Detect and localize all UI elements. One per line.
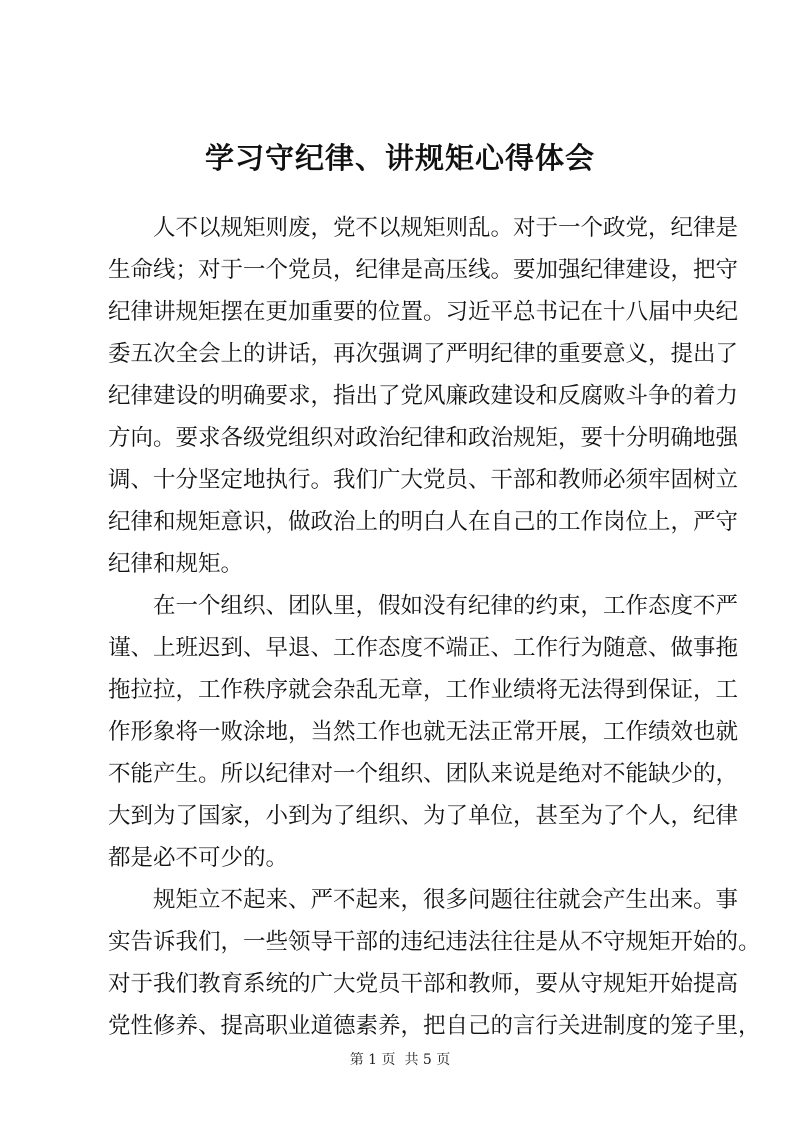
- paragraph-1-line: 纪律和规矩。: [108, 551, 244, 577]
- paragraph-1-line: 纪律讲规矩摆在更加重要的位置。习近平总书记在十八届中央纪: [108, 299, 739, 325]
- paragraph-2-line: 大到为了国家，小到为了组织、为了单位，甚至为了个人，纪律: [108, 803, 739, 829]
- paragraph-3-line: 党性修养、提高职业道德素养，把自己的言行关进制度的笼子里，: [108, 1013, 761, 1039]
- paragraph-1-line: 调、十分坚定地执行。我们广大党员、干部和教师必须牢固树立: [108, 467, 739, 493]
- page-number-label: 第 1 页 共 5 页: [349, 1052, 451, 1068]
- paragraph-1-line: 委五次全会上的讲话，再次强调了严明纪律的重要意义，提出了: [108, 341, 739, 367]
- paragraph-3-line: 规矩立不起来、严不起来，很多问题往往就会产生出来。事: [153, 887, 739, 913]
- paragraph-2-line: 不能产生。所以纪律对一个组织、团队来说是绝对不能缺少的，: [108, 761, 739, 787]
- paragraph-1-line: 纪律建设的明确要求，指出了党风廉政建设和反腐败斗争的着力: [108, 383, 739, 409]
- paragraph-2-line: 拖拉拉，工作秩序就会杂乱无章，工作业绩将无法得到保证，工: [108, 677, 739, 703]
- paragraph-1-line: 人不以规矩则废，党不以规矩则乱。对于一个政党，纪律是: [153, 215, 739, 241]
- document-title: 学习守纪律、讲规矩心得体会: [204, 141, 595, 175]
- paragraph-2-line: 谨、上班迟到、早退、工作态度不端正、工作行为随意、做事拖: [108, 635, 739, 661]
- paragraph-2-line: 作形象将一败涂地，当然工作也就无法正常开展，工作绩效也就: [108, 719, 739, 745]
- paragraph-1-line: 纪律和规矩意识，做政治上的明白人在自己的工作岗位上，严守: [108, 509, 739, 535]
- paragraph-2-line: 都是必不可少的。: [108, 845, 289, 871]
- paragraph-1-line: 生命线；对于一个党员，纪律是高压线。要加强纪律建设，把守: [108, 257, 739, 283]
- paragraph-3-line: 实告诉我们，一些领导干部的违纪违法往往是从不守规矩开始的。: [108, 929, 761, 955]
- paragraph-1-line: 方向。要求各级党组织对政治纪律和政治规矩，要十分明确地强: [108, 425, 739, 451]
- paragraph-3-line: 对于我们教育系统的广大党员干部和教师，要从守规矩开始提高: [108, 971, 739, 997]
- paragraph-2-line: 在一个组织、团队里，假如没有纪律的约束，工作态度不严: [153, 593, 739, 619]
- page-footer: [0, 1050, 800, 1070]
